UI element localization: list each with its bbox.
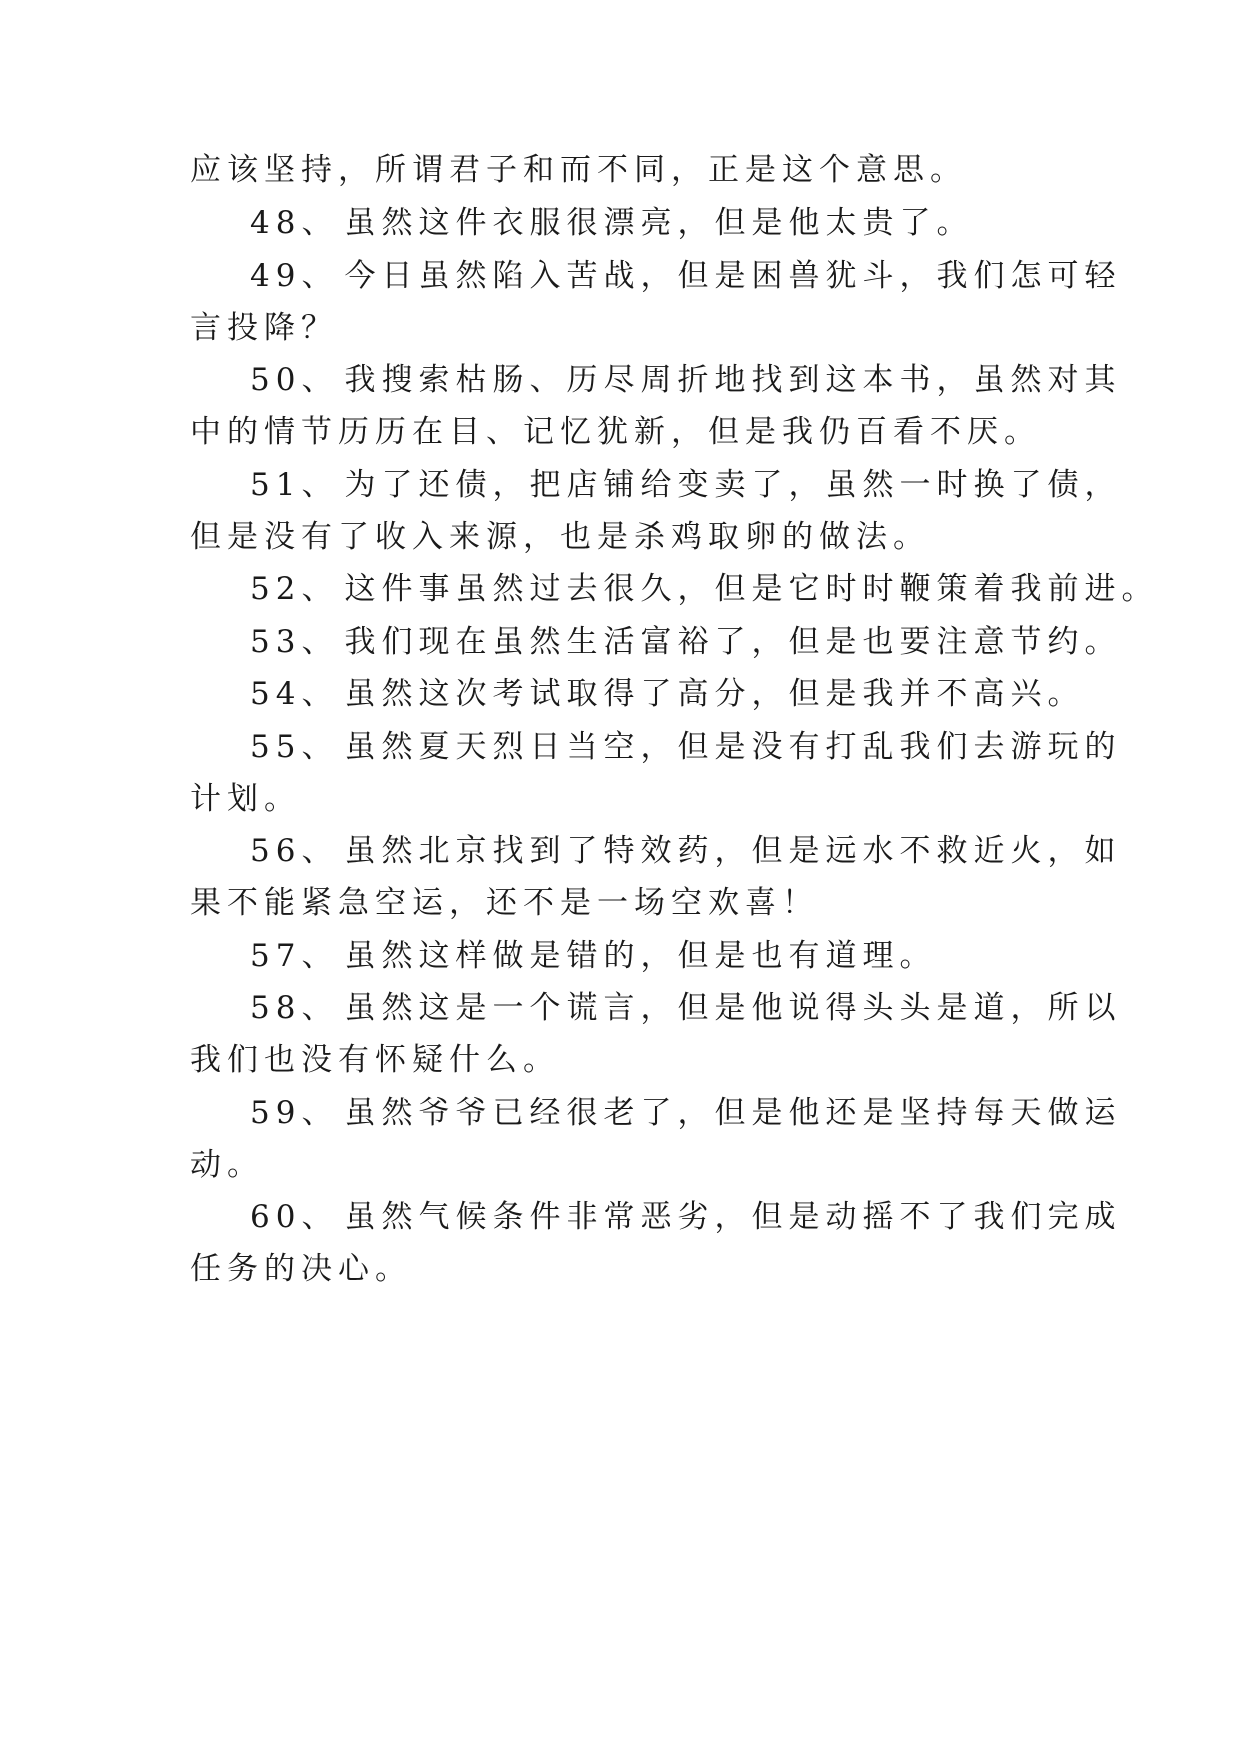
item-number: 48、 <box>250 205 339 241</box>
item-text: 虽然这次考试取得了高分，但是我并不高兴。 <box>344 676 1085 712</box>
item-number: 54、 <box>250 676 339 712</box>
item-text: 虽然气候条件非常恶劣，但是动摇不了我们完成 <box>344 1199 1122 1235</box>
list-item-52 <box>250 569 1158 609</box>
item-text: 我们现在虽然生活富裕了，但是也要注意节约。 <box>344 624 1122 660</box>
item-number: 57、 <box>250 938 339 974</box>
item-continuation: 任务的决心。 <box>190 1251 412 1287</box>
item-number: 56、 <box>250 833 339 869</box>
item-continuation: 我们也没有怀疑什么。 <box>190 1042 560 1078</box>
list-item-57 <box>250 936 936 976</box>
item-continuation: 动。 <box>190 1147 264 1183</box>
item-continuation: 中的情节历历在目、记忆犹新，但是我仍百看不厌。 <box>190 414 1041 450</box>
list-item-59 <box>250 1093 1121 1133</box>
item-number: 58、 <box>250 990 339 1026</box>
list-item-48 <box>250 203 973 243</box>
item-number: 51、 <box>250 467 339 503</box>
item-continuation: 计划。 <box>190 781 301 817</box>
list-item-51 <box>250 465 1121 505</box>
item-text: 虽然这件衣服很漂亮，但是他太贵了。 <box>344 205 974 241</box>
item-text: 今日虽然陷入苦战，但是困兽犹斗，我们怎可轻 <box>344 258 1122 294</box>
list-item-56 <box>250 831 1121 871</box>
item-text: 这件事虽然过去很久，但是它时时鞭策着我前进。 <box>344 571 1159 607</box>
item-text: 虽然爷爷已经很老了，但是他还是坚持每天做运 <box>344 1095 1122 1131</box>
item-continuation: 但是没有了收入来源，也是杀鸡取卵的做法。 <box>190 519 930 555</box>
item-number: 60、 <box>250 1199 339 1235</box>
item-number: 55、 <box>250 729 339 765</box>
item-text: 虽然北京找到了特效药，但是远水不救近火，如 <box>344 833 1122 869</box>
list-item-50 <box>250 360 1121 400</box>
item-number: 49、 <box>250 258 339 294</box>
list-item-53 <box>250 622 1121 662</box>
item-number: 59、 <box>250 1095 339 1131</box>
list-item-54 <box>250 674 1084 714</box>
item-text: 虽然这样做是错的，但是也有道理。 <box>344 938 937 974</box>
item-continuation: 果不能紧急空运，还不是一场空欢喜！ <box>190 885 819 921</box>
item-number: 53、 <box>250 624 339 660</box>
lead-line: 应该坚持，所谓君子和而不同，正是这个意思。 <box>190 152 967 188</box>
list-item-58 <box>250 988 1121 1028</box>
item-text: 虽然夏天烈日当空，但是没有打乱我们去游玩的 <box>344 729 1122 765</box>
item-text: 我搜索枯肠、历尽周折地找到这本书，虽然对其 <box>344 362 1122 398</box>
list-item-55 <box>250 727 1121 767</box>
item-number: 50、 <box>250 362 339 398</box>
list-item-49 <box>250 256 1121 296</box>
item-continuation: 言投降？ <box>190 310 338 346</box>
list-item-60 <box>250 1197 1121 1237</box>
item-number: 52、 <box>250 571 339 607</box>
item-text: 虽然这是一个谎言，但是他说得头头是道，所以 <box>344 990 1122 1026</box>
item-text: 为了还债，把店铺给变卖了，虽然一时换了债， <box>344 467 1122 503</box>
